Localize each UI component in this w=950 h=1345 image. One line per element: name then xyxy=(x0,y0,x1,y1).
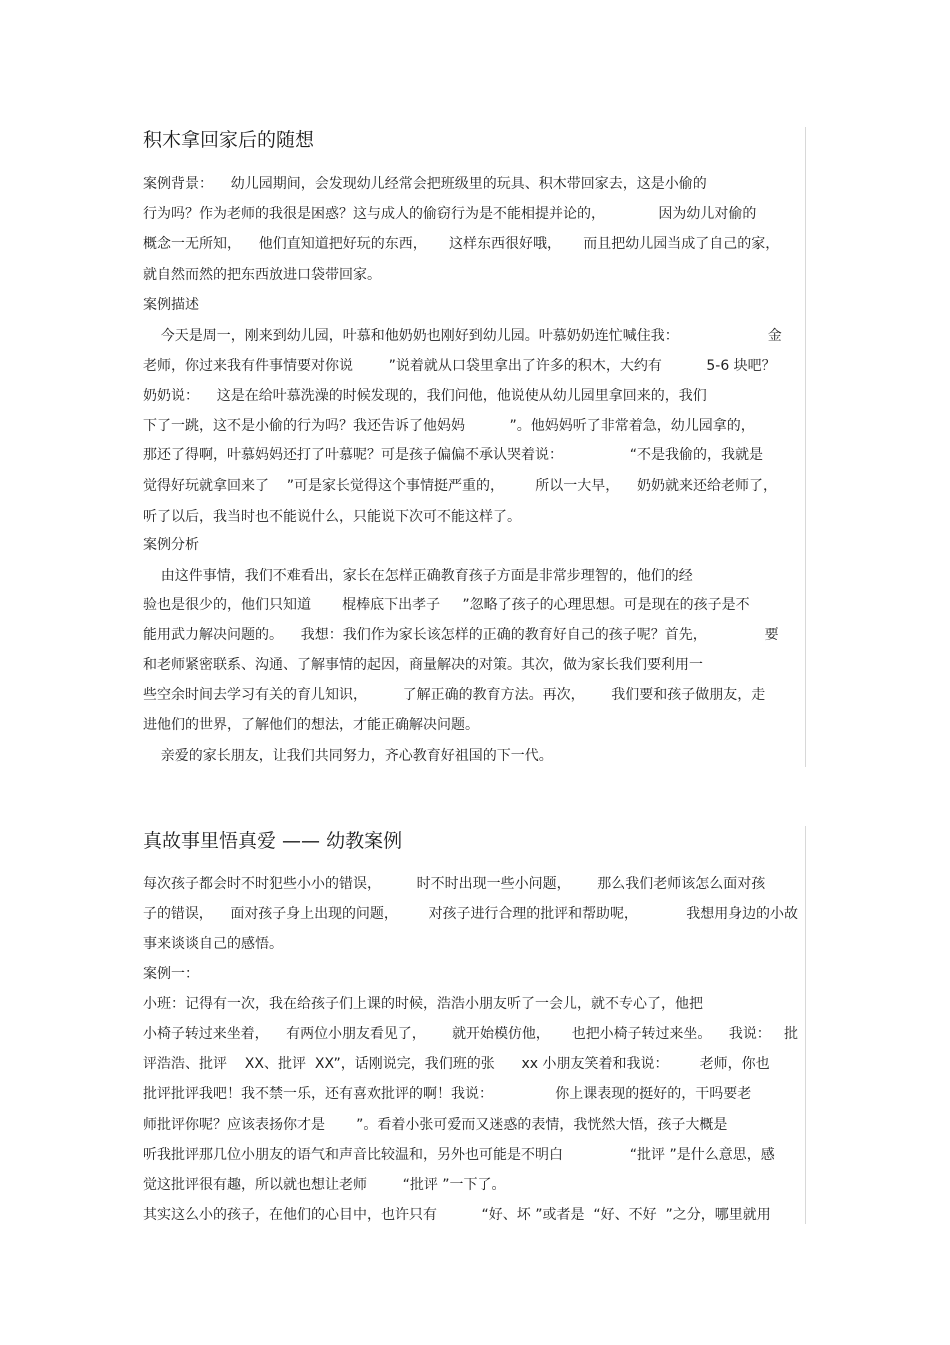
paragraph-line: 就自然而然的把东西放进口袋带回家。 xyxy=(143,267,381,283)
article-one xyxy=(143,127,806,767)
paragraph-line: 其实这么小的孩子，在他们的心目中，也许只有 “好、坏 ”或者是 “好、不好 ”之分，哪里就用 xyxy=(143,1207,771,1223)
right-margin-rule xyxy=(805,127,806,767)
paragraph-line: 今天是周一，刚来到幼儿园，叶慕和他奶奶也刚好到幼儿园。叶慕奶奶连忙喊住我： 金 xyxy=(143,328,782,344)
paragraph-line: 行为吗？作为老师的我很是困惑？这与成人的偷窃行为是不能相提并论的， 因为幼儿对偷的 xyxy=(143,206,757,222)
paragraph-line: 觉这批评很有趣，所以就也想让老师 “批评 ”一下了。 xyxy=(143,1177,506,1193)
article-title: 真故事里悟真爱 —— 幼教案例 xyxy=(143,830,403,852)
paragraph-line: 觉得好玩就拿回来了 ”可是家长觉得这个事情挺严重的， 所以一大早， 奶奶就来还给老师了， xyxy=(143,478,778,494)
paragraph-line: 老师，你过来我有件事情要对你说 ”说着就从口袋里拿出了许多的积木，大约有 5-6 块吧？ xyxy=(143,358,776,374)
paragraph-line: 由这件事情，我们不难看出，家长在怎样正确教育孩子方面是非常步理智的，他们的经 xyxy=(143,568,693,584)
section-heading: 案例分析 xyxy=(143,537,199,553)
paragraph-line: 些空余时间去学习有关的育儿知识， 了解正确的教育方法。再次， 我们要和孩子做朋友，走 xyxy=(143,687,766,703)
paragraph-line: 和老师紧密联系、沟通、了解事情的起因，商量解决的对策。其次，做为家长我们要利用一 xyxy=(143,657,703,673)
paragraph-line: 下了一跳，这不是小偷的行为吗？我还告诉了他妈妈 ”。他妈妈听了非常着急，幼儿园拿的， xyxy=(143,418,755,434)
paragraph-line: 听我批评那几位小朋友的语气和声音比较温和，另外也可能是不明白 “批评 ”是什么意思，感 xyxy=(143,1147,775,1163)
paragraph-line: 小椅子转过来坐着， 有两位小朋友看见了， 就开始模仿他， 也把小椅子转过来坐。 我说： 批 xyxy=(143,1026,798,1042)
paragraph-line: 小班：记得有一次，我在给孩子们上课的时候，浩浩小朋友听了一会儿，就不专心了，他把 xyxy=(143,996,703,1012)
paragraph-line: 事来谈谈自己的感悟。 xyxy=(143,936,283,952)
paragraph-line: 那还了得啊，叶慕妈妈还打了叶慕呢？可是孩子偏偏不承认哭着说： “不是我偷的，我就是 xyxy=(143,447,764,463)
article-title: 积木拿回家后的随想 xyxy=(143,129,315,151)
paragraph-line: 奶奶说： 这是在给叶慕洗澡的时候发现的，我们问他，他说使从幼儿园里拿回来的，我们 xyxy=(143,388,707,404)
paragraph-line: 案例背景： 幼儿园期间，会发现幼儿经常会把班级里的玩具、积木带回家去，这是小偷的 xyxy=(143,176,707,192)
paragraph-line: 师批评你呢？应该表扬你才是 ”。看着小张可爱而又迷惑的表情，我恍然大悟，孩子大概是 xyxy=(143,1117,728,1133)
section-heading: 案例描述 xyxy=(143,297,199,313)
right-margin-rule xyxy=(805,826,806,1224)
paragraph-line: 评浩浩、批评 XX、批评 XX”，话刚说完，我们班的张 xx 小朋友笑着和我说： 老师，你也 xyxy=(143,1056,770,1072)
paragraph-line: 每次孩子都会时不时犯些小小的错误， 时不时出现一些小问题， 那么我们老师该怎么面对孩 xyxy=(143,876,766,892)
paragraph-line: 子的错误， 面对孩子身上出现的问题， 对孩子进行合理的批评和帮助呢， 我想用身边的小故 xyxy=(143,906,798,922)
section-heading: 案例一： xyxy=(143,966,199,982)
paragraph-line: 能用武力解决问题的。 我想：我们作为家长该怎样的正确的教育好自己的孩子呢？首先， 要 xyxy=(143,627,779,643)
paragraph-line: 亲爱的家长朋友，让我们共同努力，齐心教育好祖国的下一代。 xyxy=(143,748,553,764)
article-two xyxy=(143,826,806,1224)
paragraph-line: 验也是很少的，他们只知道 棍棒底下出孝子 ”忽略了孩子的心理思想。可是现在的孩子是不 xyxy=(143,597,750,613)
paragraph-line: 进他们的世界，了解他们的想法，才能正确解决问题。 xyxy=(143,717,479,733)
paragraph-line: 概念一无所知， 他们直知道把好玩的东西， 这样东西很好哦， 而且把幼儿园当成了自己的家， xyxy=(143,236,780,252)
paragraph-line: 听了以后，我当时也不能说什么，只能说下次可不能这样了。 xyxy=(143,509,521,525)
paragraph-line: 批评批评我吧！我不禁一乐，还有喜欢批评的啊！我说： 你上课表现的挺好的，干吗要老 xyxy=(143,1086,752,1102)
